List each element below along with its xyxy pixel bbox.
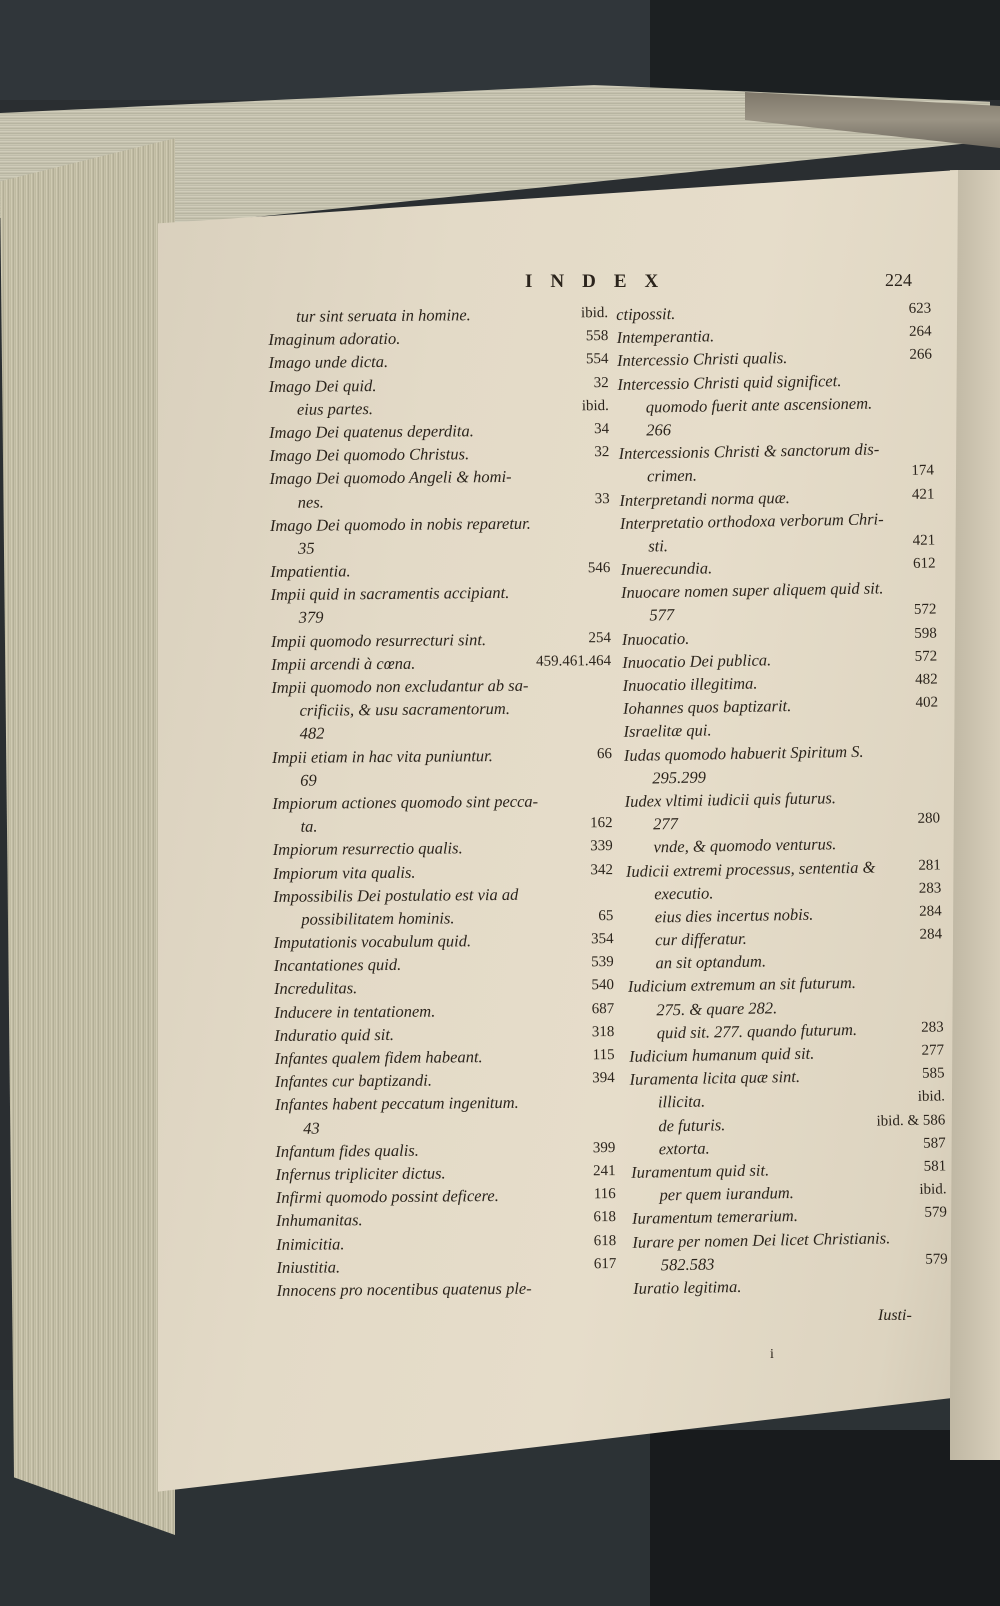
entry-text: Inimicitia. <box>276 1233 345 1254</box>
index-entry <box>276 1276 616 1302</box>
index-entry <box>273 882 613 908</box>
entry-page-ref: ibid. <box>580 305 609 322</box>
entry-text: nes. <box>297 492 324 512</box>
entry-page-ref: 421 <box>912 532 936 549</box>
index-entry <box>268 325 608 351</box>
entry-text: Infantes habent peccatum ingenitum. <box>274 1093 519 1115</box>
entry-page-ref: 354 <box>590 931 614 948</box>
entry-page-ref: 539 <box>591 954 614 971</box>
entry-page-ref: 281 <box>918 856 941 874</box>
entry-text: 43 <box>303 1118 320 1138</box>
entry-text: Iuramentum temerarium. <box>631 1206 799 1229</box>
entry-text: 379 <box>298 607 324 628</box>
entry-text: eius dies incertus nobis. <box>654 904 814 927</box>
signature-mark: i <box>770 1347 774 1362</box>
index-entry <box>276 1229 616 1255</box>
entry-text: Iniustitia. <box>276 1257 341 1277</box>
entry-page-ref: 115 <box>592 1047 615 1064</box>
entry-text: Inuocatio Dei publica. <box>622 650 772 672</box>
entry-page-ref: 174 <box>911 462 935 480</box>
entry-text: executio. <box>654 883 714 904</box>
index-entry <box>270 488 610 514</box>
entry-text: Iohannes quos baptizarit. <box>622 696 792 719</box>
entry-page-ref: 284 <box>919 926 943 943</box>
entry-page-ref: 546 <box>587 560 611 577</box>
entry-text: cur differatur. <box>654 928 747 950</box>
index-entry <box>273 905 613 931</box>
entry-text: Iudicii extremi processus, sententia & <box>625 857 876 881</box>
entry-page-ref: 339 <box>590 838 613 855</box>
page-number: 224 <box>885 270 912 290</box>
entry-text: Israelitæ qui. <box>623 720 712 742</box>
index-entry <box>268 348 608 374</box>
entry-text: Imago Dei quomodo Christus. <box>269 444 470 466</box>
index-entry <box>274 951 614 977</box>
entry-page-ref: 342 <box>590 861 614 878</box>
index-entry <box>270 557 610 583</box>
index-entry <box>271 603 611 629</box>
index-entry <box>276 1206 616 1232</box>
entry-page-ref: 598 <box>914 625 937 642</box>
entry-page-ref: 581 <box>923 1158 947 1175</box>
entry-text: ctipossit. <box>616 303 676 324</box>
entry-text: Imputationis vocabulum quid. <box>273 931 472 953</box>
entry-text: Iudicium extremum an sit futurum. <box>627 973 857 997</box>
entry-text: Intemperantia. <box>616 326 715 348</box>
entry-page-ref: 618 <box>593 1209 617 1226</box>
index-entry <box>270 580 610 606</box>
index-entry <box>275 1090 615 1116</box>
entry-text: 582.583 <box>660 1254 715 1275</box>
entry-text: 577 <box>649 605 675 625</box>
entry-text: Impii quomodo resurrecturi sint. <box>270 629 487 651</box>
running-head: INDEX <box>525 271 677 292</box>
entry-text: vnde, & quomodo venturus. <box>653 834 837 857</box>
entry-page-ref: 241 <box>593 1162 616 1180</box>
entry-page-ref: 283 <box>921 1019 944 1036</box>
entry-text: Induratio quid sit. <box>274 1024 395 1045</box>
index-entry <box>271 650 611 676</box>
entry-page-ref: 459.461.464 <box>536 652 612 670</box>
entry-text: Iurare per nomen Dei licet Christianis. <box>632 1227 891 1252</box>
index-entry <box>272 812 612 838</box>
entry-page-ref: 612 <box>912 555 936 572</box>
entry-text: Inducere in tentationem. <box>274 1001 436 1022</box>
entry-text: Impiorum resurrectio qualis. <box>272 838 463 860</box>
entry-page-ref: 33 <box>594 490 610 507</box>
entry-text: Incredulitas. <box>273 978 358 999</box>
entry-text: Iuramentum quid sit. <box>631 1160 770 1182</box>
entry-text: Imago unde dicta. <box>268 352 389 373</box>
entry-text: 35 <box>298 538 315 558</box>
entry-text: Incantationes quid. <box>273 955 402 976</box>
entry-text: eius partes. <box>296 398 374 419</box>
entry-text: Infantes cur baptizandi. <box>274 1070 433 1092</box>
entry-text: Interpretatio orthodoxa verborum Chri- <box>619 509 884 533</box>
index-entry <box>268 302 608 328</box>
entry-text: Innocens pro nocentibus quatenus ple- <box>276 1278 532 1300</box>
entry-text: Impossibilis Dei postulatio est via ad <box>273 884 519 906</box>
entry-text: Infantes qualem fidem habeant. <box>274 1047 483 1068</box>
entry-text: Impii etiam in hac vita puniuntur. <box>271 745 493 767</box>
book-fore-edge <box>0 95 175 1535</box>
entry-page-ref: 540 <box>591 977 615 994</box>
index-column-left <box>268 302 617 1302</box>
entry-text: Impiorum vita qualis. <box>272 862 416 883</box>
entry-text: Inhumanitas. <box>275 1210 363 1231</box>
index-entry <box>275 1160 615 1186</box>
entry-text: 275. & quare 282. <box>656 997 778 1020</box>
entry-page-ref: 32 <box>593 374 609 391</box>
entry-text: Imaginum adoratio. <box>268 329 401 350</box>
index-entry <box>271 673 611 699</box>
entry-text: 295.299 <box>652 767 707 788</box>
index-entry <box>274 998 614 1024</box>
entry-text: Intercessio Christi quid significet. <box>617 370 842 394</box>
entry-page-ref: 34 <box>594 420 610 438</box>
entry-text: Iudex vltimi iudicii quis futurus. <box>624 788 837 811</box>
entry-text: Infernus tripliciter dictus. <box>275 1163 446 1184</box>
entry-page-ref: 421 <box>911 485 935 503</box>
entry-text: Impii arcendi à cœna. <box>271 653 416 674</box>
entry-text: Imago Dei quid. <box>268 375 377 396</box>
entry-text: possibilitatem hominis. <box>301 908 455 929</box>
entry-page-ref: 266 <box>909 346 933 364</box>
index-entry <box>269 372 609 398</box>
entry-text: Interpretandi norma quæ. <box>619 487 790 510</box>
entry-page-ref: 399 <box>592 1139 616 1156</box>
entry-page-ref: ibid. <box>581 397 609 415</box>
entry-page-ref: 554 <box>585 351 609 368</box>
entry-page-ref: 162 <box>589 815 613 832</box>
entry-page-ref: 579 <box>925 1251 948 1268</box>
entry-page-ref: 65 <box>598 907 614 925</box>
index-entry <box>275 1067 615 1093</box>
entry-text: crificiis, & usu sacramentorum. <box>299 699 510 720</box>
entry-page-ref: 264 <box>908 323 932 341</box>
entry-page-ref: 254 <box>588 629 611 646</box>
entry-text: Inuocatio illegitima. <box>622 673 758 695</box>
index-entry <box>273 859 613 885</box>
entry-text: tur sint seruata in homine. <box>296 305 471 326</box>
entry-text: quid sit. 277. quando futurum. <box>656 1019 858 1043</box>
entry-text: crimen. <box>646 465 698 486</box>
entry-text: sti. <box>648 536 669 556</box>
entry-page-ref: 587 <box>923 1135 946 1152</box>
index-entry <box>269 395 609 421</box>
index-entry <box>269 418 609 444</box>
entry-text: de futuris. <box>658 1114 726 1135</box>
entry-page-ref: 618 <box>593 1232 617 1249</box>
entry-page-ref: 482 <box>914 671 938 688</box>
entry-page-ref: 283 <box>918 880 942 897</box>
entry-page-ref: 579 <box>924 1204 948 1222</box>
entry-text: Iuratio legitima. <box>633 1276 742 1298</box>
entry-page-ref: ibid. <box>919 1181 947 1198</box>
entry-page-ref: 318 <box>591 1023 615 1041</box>
entry-text: Iudicium humanum quid sit. <box>628 1043 815 1066</box>
background-bottom-right <box>650 1430 1000 1606</box>
entry-text: Impii quid in sacramentis accipiant. <box>270 583 510 605</box>
index-entry <box>276 1183 616 1209</box>
entry-text: Inuocare nomen super aliquem quid sit. <box>620 578 884 603</box>
entry-page-ref: ibid. <box>917 1088 946 1106</box>
entry-text: 277 <box>652 814 679 834</box>
entry-page-ref: 402 <box>915 694 939 712</box>
entry-page-ref: 558 <box>585 328 609 345</box>
index-column-right <box>616 298 948 1300</box>
entry-page-ref: 623 <box>908 300 932 317</box>
index-entry <box>274 1021 614 1047</box>
entry-text: Imago Dei quomodo Angeli & homi- <box>269 467 512 489</box>
entry-page-ref: ibid. & 586 <box>876 1111 946 1130</box>
entry-page-ref: 617 <box>593 1255 617 1272</box>
index-entry <box>270 534 610 560</box>
entry-text: Infantum fides qualis. <box>275 1140 419 1161</box>
entry-text: Inuerecundia. <box>620 558 713 580</box>
entry-text: Impiorum actiones quomodo sint pecca- <box>272 791 539 813</box>
index-entry <box>273 928 613 954</box>
entry-page-ref: 585 <box>921 1065 945 1082</box>
background-top-right <box>650 0 1000 100</box>
index-entry <box>272 743 612 769</box>
entry-page-ref: 572 <box>914 648 938 665</box>
entry-page-ref: 66 <box>596 745 612 762</box>
entry-text: an sit optandum. <box>655 951 767 973</box>
entry-text: 266 <box>646 419 672 440</box>
entry-text: Imago Dei quomodo in nobis reparetur. <box>269 513 531 535</box>
entry-page-ref: 116 <box>593 1186 616 1203</box>
entry-page-ref: 284 <box>919 903 942 920</box>
entry-text: Imago Dei quatenus deperdita. <box>269 421 474 442</box>
entry-text: Infirmi quomodo possint deficere. <box>275 1186 499 1208</box>
index-entry <box>275 1114 615 1140</box>
entry-page-ref: 277 <box>921 1042 945 1059</box>
entry-text: ta. <box>300 816 318 836</box>
index-entry <box>272 719 612 745</box>
index-entry <box>271 696 611 722</box>
entry-text: Iudas quomodo habuerit Spiritum S. <box>623 741 864 765</box>
index-entry <box>270 511 610 537</box>
index-entry <box>274 1044 614 1070</box>
index-entry <box>269 464 609 490</box>
index-entry <box>272 789 612 815</box>
entry-page-ref: 572 <box>913 601 937 619</box>
catchword: Iusti- <box>878 1307 912 1324</box>
entry-text: Intercessio Christi qualis. <box>616 348 788 371</box>
entry-text: Intercessionis Christi & sanctorum dis- <box>618 439 880 464</box>
index-entry <box>276 1253 616 1279</box>
index-entry <box>272 766 612 792</box>
entry-text: Inuocatio. <box>621 628 690 649</box>
entry-page-ref: 394 <box>592 1070 615 1087</box>
index-entry <box>274 974 614 1000</box>
entry-page-ref: 687 <box>591 1000 615 1017</box>
entry-text: Impii quomodo non excludantur ab sa- <box>271 675 529 697</box>
entry-text: Impatientia. <box>270 561 351 582</box>
entry-text: per quem iurandum. <box>659 1183 795 1205</box>
entry-text: 482 <box>299 723 325 744</box>
index-entry <box>269 441 609 467</box>
index-entry <box>273 835 613 861</box>
entry-page-ref: 32 <box>594 444 610 461</box>
entry-page-ref: 280 <box>917 810 941 827</box>
entry-text: quomodo fuerit ante ascensionem. <box>645 393 873 417</box>
facing-page-edge <box>950 170 1000 1460</box>
entry-text: illicita. <box>657 1091 706 1112</box>
entry-text: 69 <box>300 770 317 790</box>
entry-text: extorta. <box>658 1138 710 1159</box>
index-entry <box>271 627 611 653</box>
entry-text: Iuramenta licita quæ sint. <box>629 1067 801 1090</box>
index-entry <box>275 1137 615 1163</box>
